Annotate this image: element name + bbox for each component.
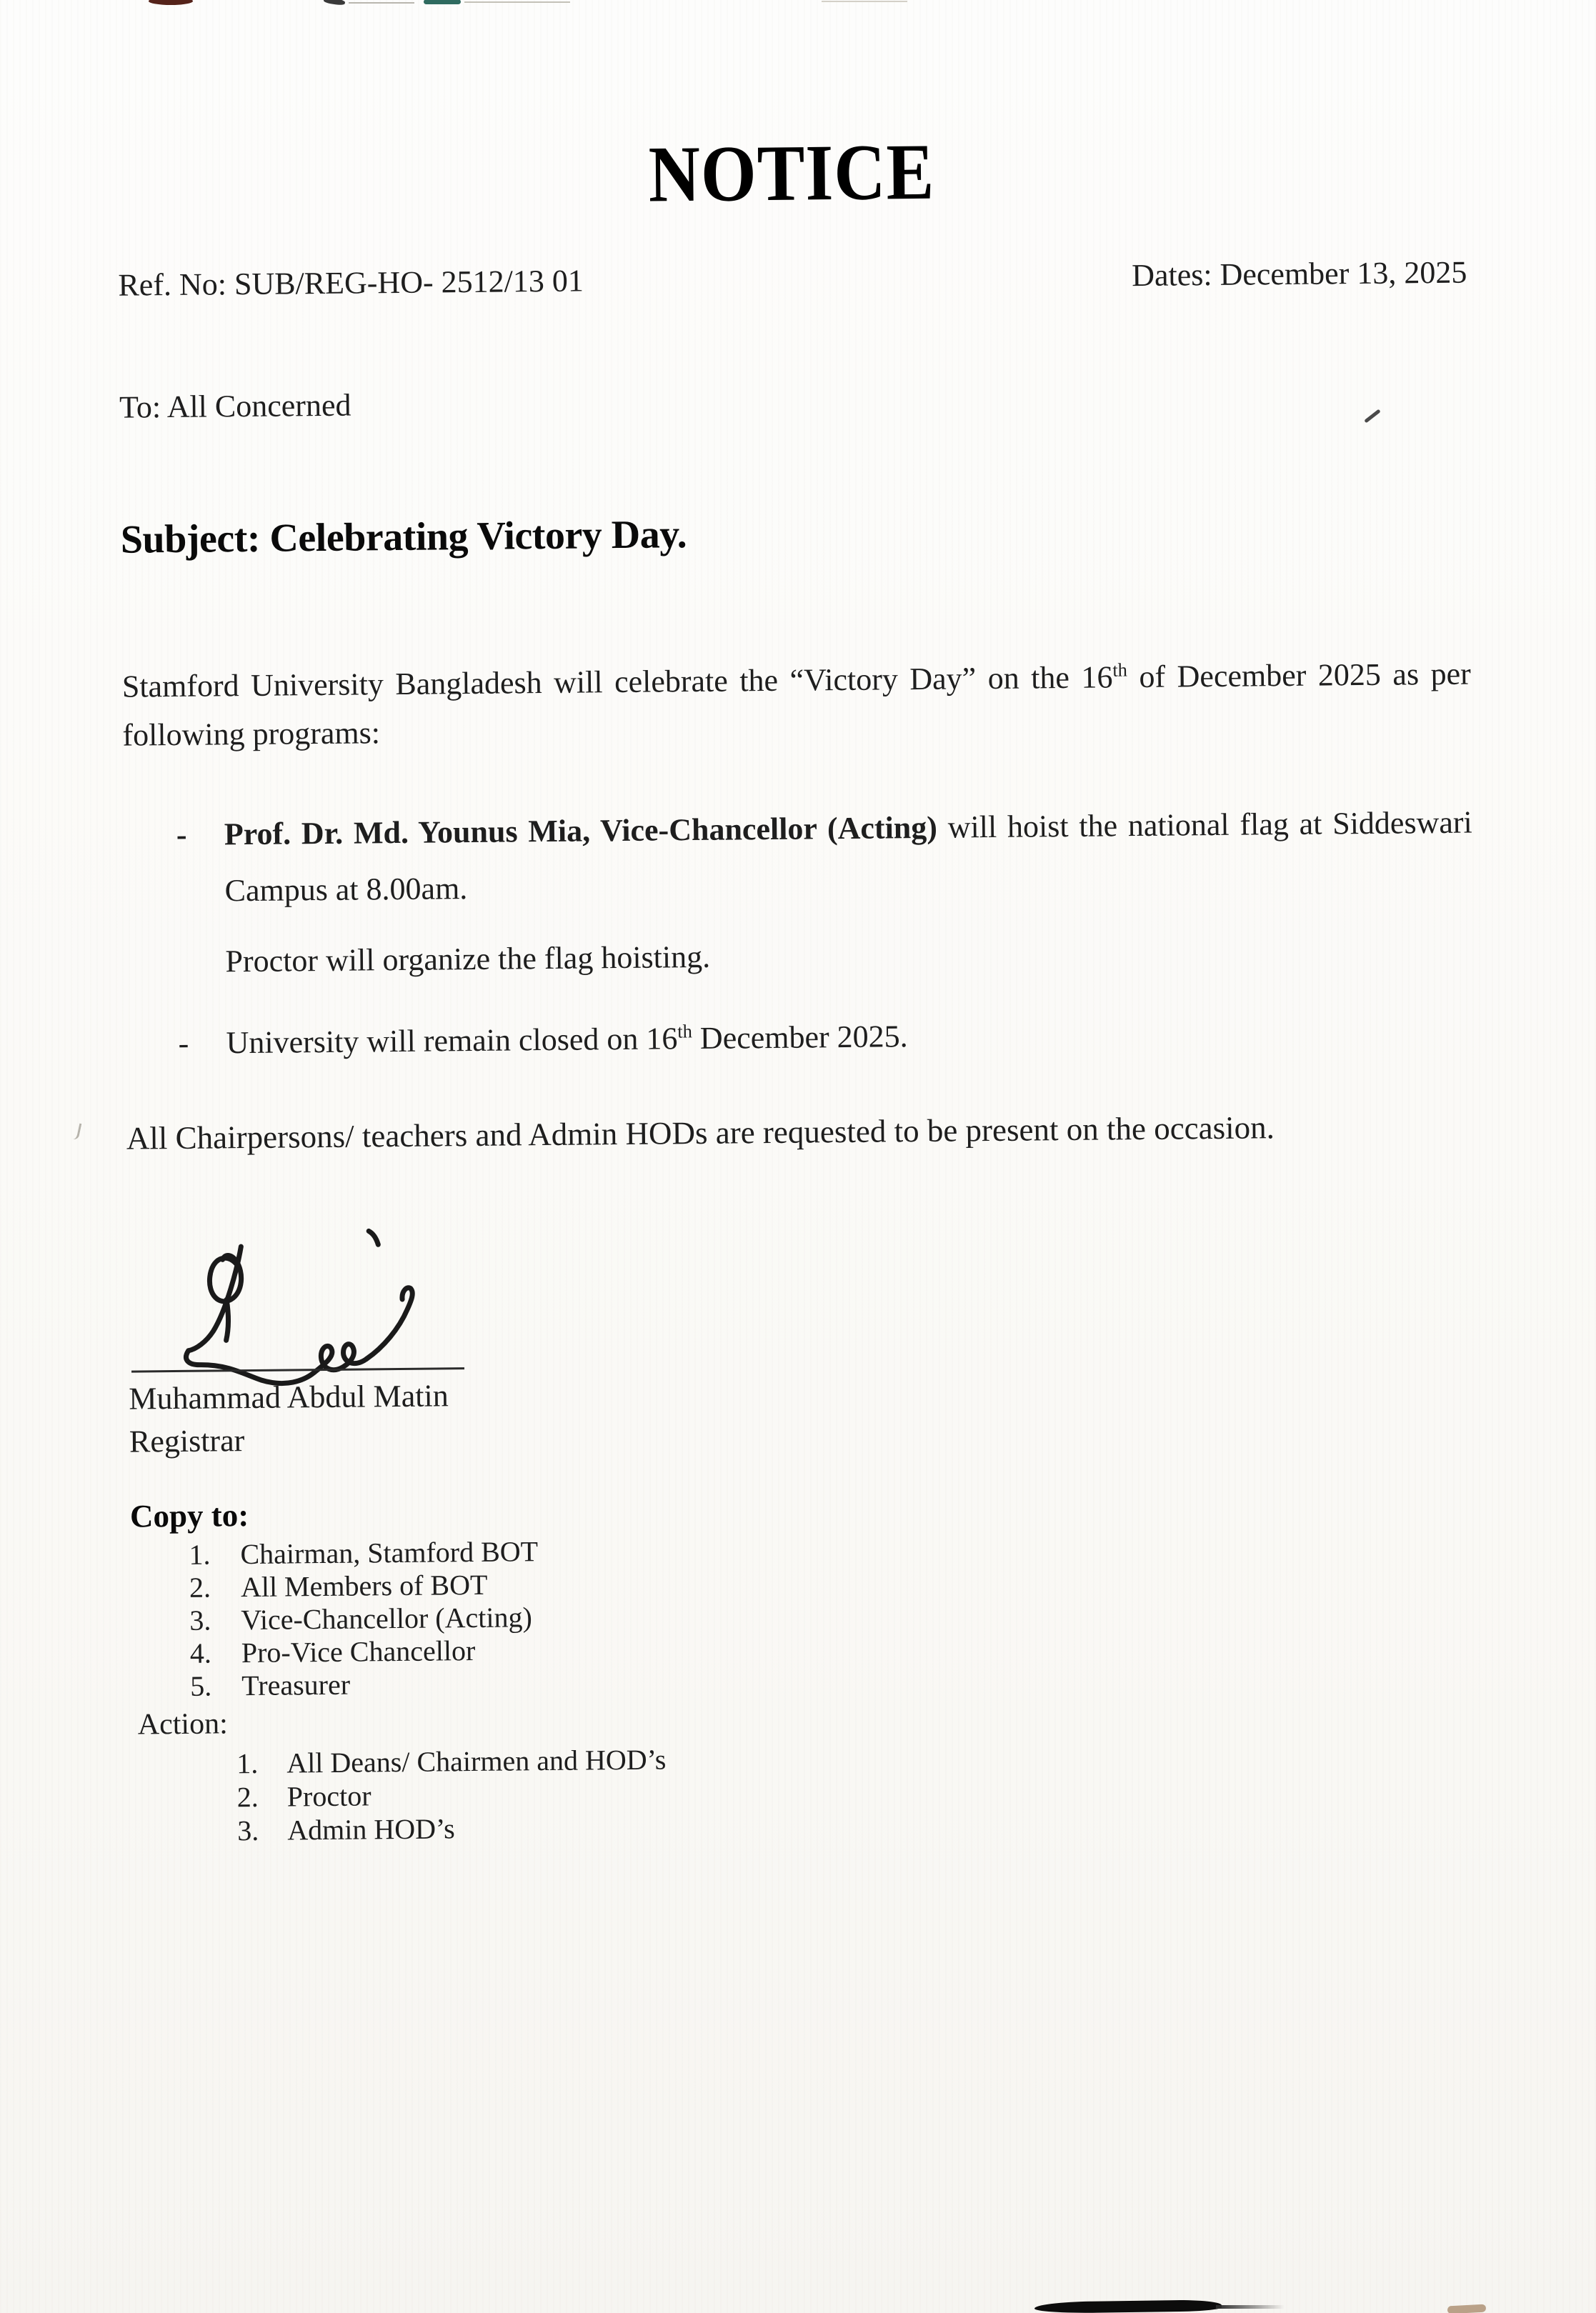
action-list bbox=[132, 1735, 1482, 1849]
signatory-title: Registrar bbox=[129, 1423, 245, 1459]
item-number: 5. bbox=[190, 1669, 212, 1703]
scan-artifact-bottom-black-band bbox=[1034, 2299, 1222, 2313]
bullet-dash: - bbox=[178, 1025, 189, 1061]
notice-date: Dates: December 13, 2025 bbox=[1131, 254, 1467, 294]
action-section bbox=[132, 1695, 1482, 1849]
item-text: Proctor bbox=[286, 1779, 371, 1813]
bullet1-rest-text: will hoist the national flag at Siddeswari Campus at 8.00am. bbox=[224, 804, 1472, 909]
subject-line: Subject: Celebrating Victory Day. bbox=[120, 511, 687, 562]
item-text: Admin HOD’s bbox=[286, 1812, 455, 1847]
signatory-name: Muhammad Abdul Matin bbox=[129, 1378, 449, 1417]
intro-text-end: of December 2025 as per following programs: bbox=[122, 656, 1471, 753]
copy-to-list bbox=[130, 1527, 1480, 1704]
recipient-line: To: All Concerned bbox=[119, 387, 351, 425]
bullet2-text-start: University will remain closed on 16 bbox=[226, 1021, 678, 1061]
item-number: 4. bbox=[189, 1637, 212, 1670]
copy-to-label: Copy to: bbox=[129, 1497, 249, 1534]
bullet-item-flag-hoisting bbox=[123, 794, 1472, 919]
item-number: 3. bbox=[189, 1604, 211, 1637]
bullet-item-closure bbox=[125, 1002, 1475, 1071]
scan-artifact-bottom-smear bbox=[1216, 2305, 1285, 2309]
item-text: Treasurer bbox=[241, 1668, 351, 1702]
signature-block bbox=[127, 1221, 1478, 1474]
ordinal-superscript: th bbox=[677, 1020, 692, 1042]
item-text: All Members of BOT bbox=[240, 1569, 488, 1604]
item-number: 1. bbox=[189, 1538, 211, 1572]
intro-text-start: Stamford University Bangladesh will celebrate the “Victory Day” on the 16 bbox=[121, 659, 1113, 704]
ordinal-superscript: th bbox=[1112, 659, 1128, 681]
copy-to-section bbox=[130, 1485, 1481, 1704]
bullet-dash: - bbox=[176, 816, 187, 852]
item-number: 3. bbox=[236, 1814, 259, 1847]
item-number: 2. bbox=[189, 1571, 211, 1604]
action-label: Action: bbox=[137, 1707, 228, 1742]
bullet1-note: Proctor will organize the flag hoisting. bbox=[225, 939, 711, 979]
scan-artifact-bottom-tan-mark bbox=[1447, 2304, 1487, 2313]
closing-line: All Chairpersons/ teachers and Admin HODs are requested to be present on the occasion. bbox=[126, 1109, 1275, 1156]
reference-number: Ref. No: SUB/REG-HO- 2512/13 01 bbox=[118, 263, 584, 303]
page-title: NOTICE bbox=[648, 127, 935, 219]
item-text: Vice-Chancellor (Acting) bbox=[241, 1601, 532, 1637]
bullet2-text-end: December 2025. bbox=[692, 1018, 908, 1056]
item-number: 1. bbox=[236, 1747, 259, 1780]
intro-paragraph bbox=[122, 649, 1472, 759]
meta-row bbox=[118, 254, 1467, 305]
signature-tick-mark bbox=[369, 1232, 378, 1245]
item-text: Chairman, Stamford BOT bbox=[240, 1535, 539, 1571]
item-text: All Deans/ Chairmen and HOD’s bbox=[286, 1743, 667, 1779]
item-number: 2. bbox=[236, 1781, 259, 1814]
bullet1-bold-text: Prof. Dr. Md. Younus Mia, Vice-Chancellor (Acting) bbox=[224, 809, 938, 852]
item-text: Pro-Vice Chancellor bbox=[241, 1634, 476, 1669]
